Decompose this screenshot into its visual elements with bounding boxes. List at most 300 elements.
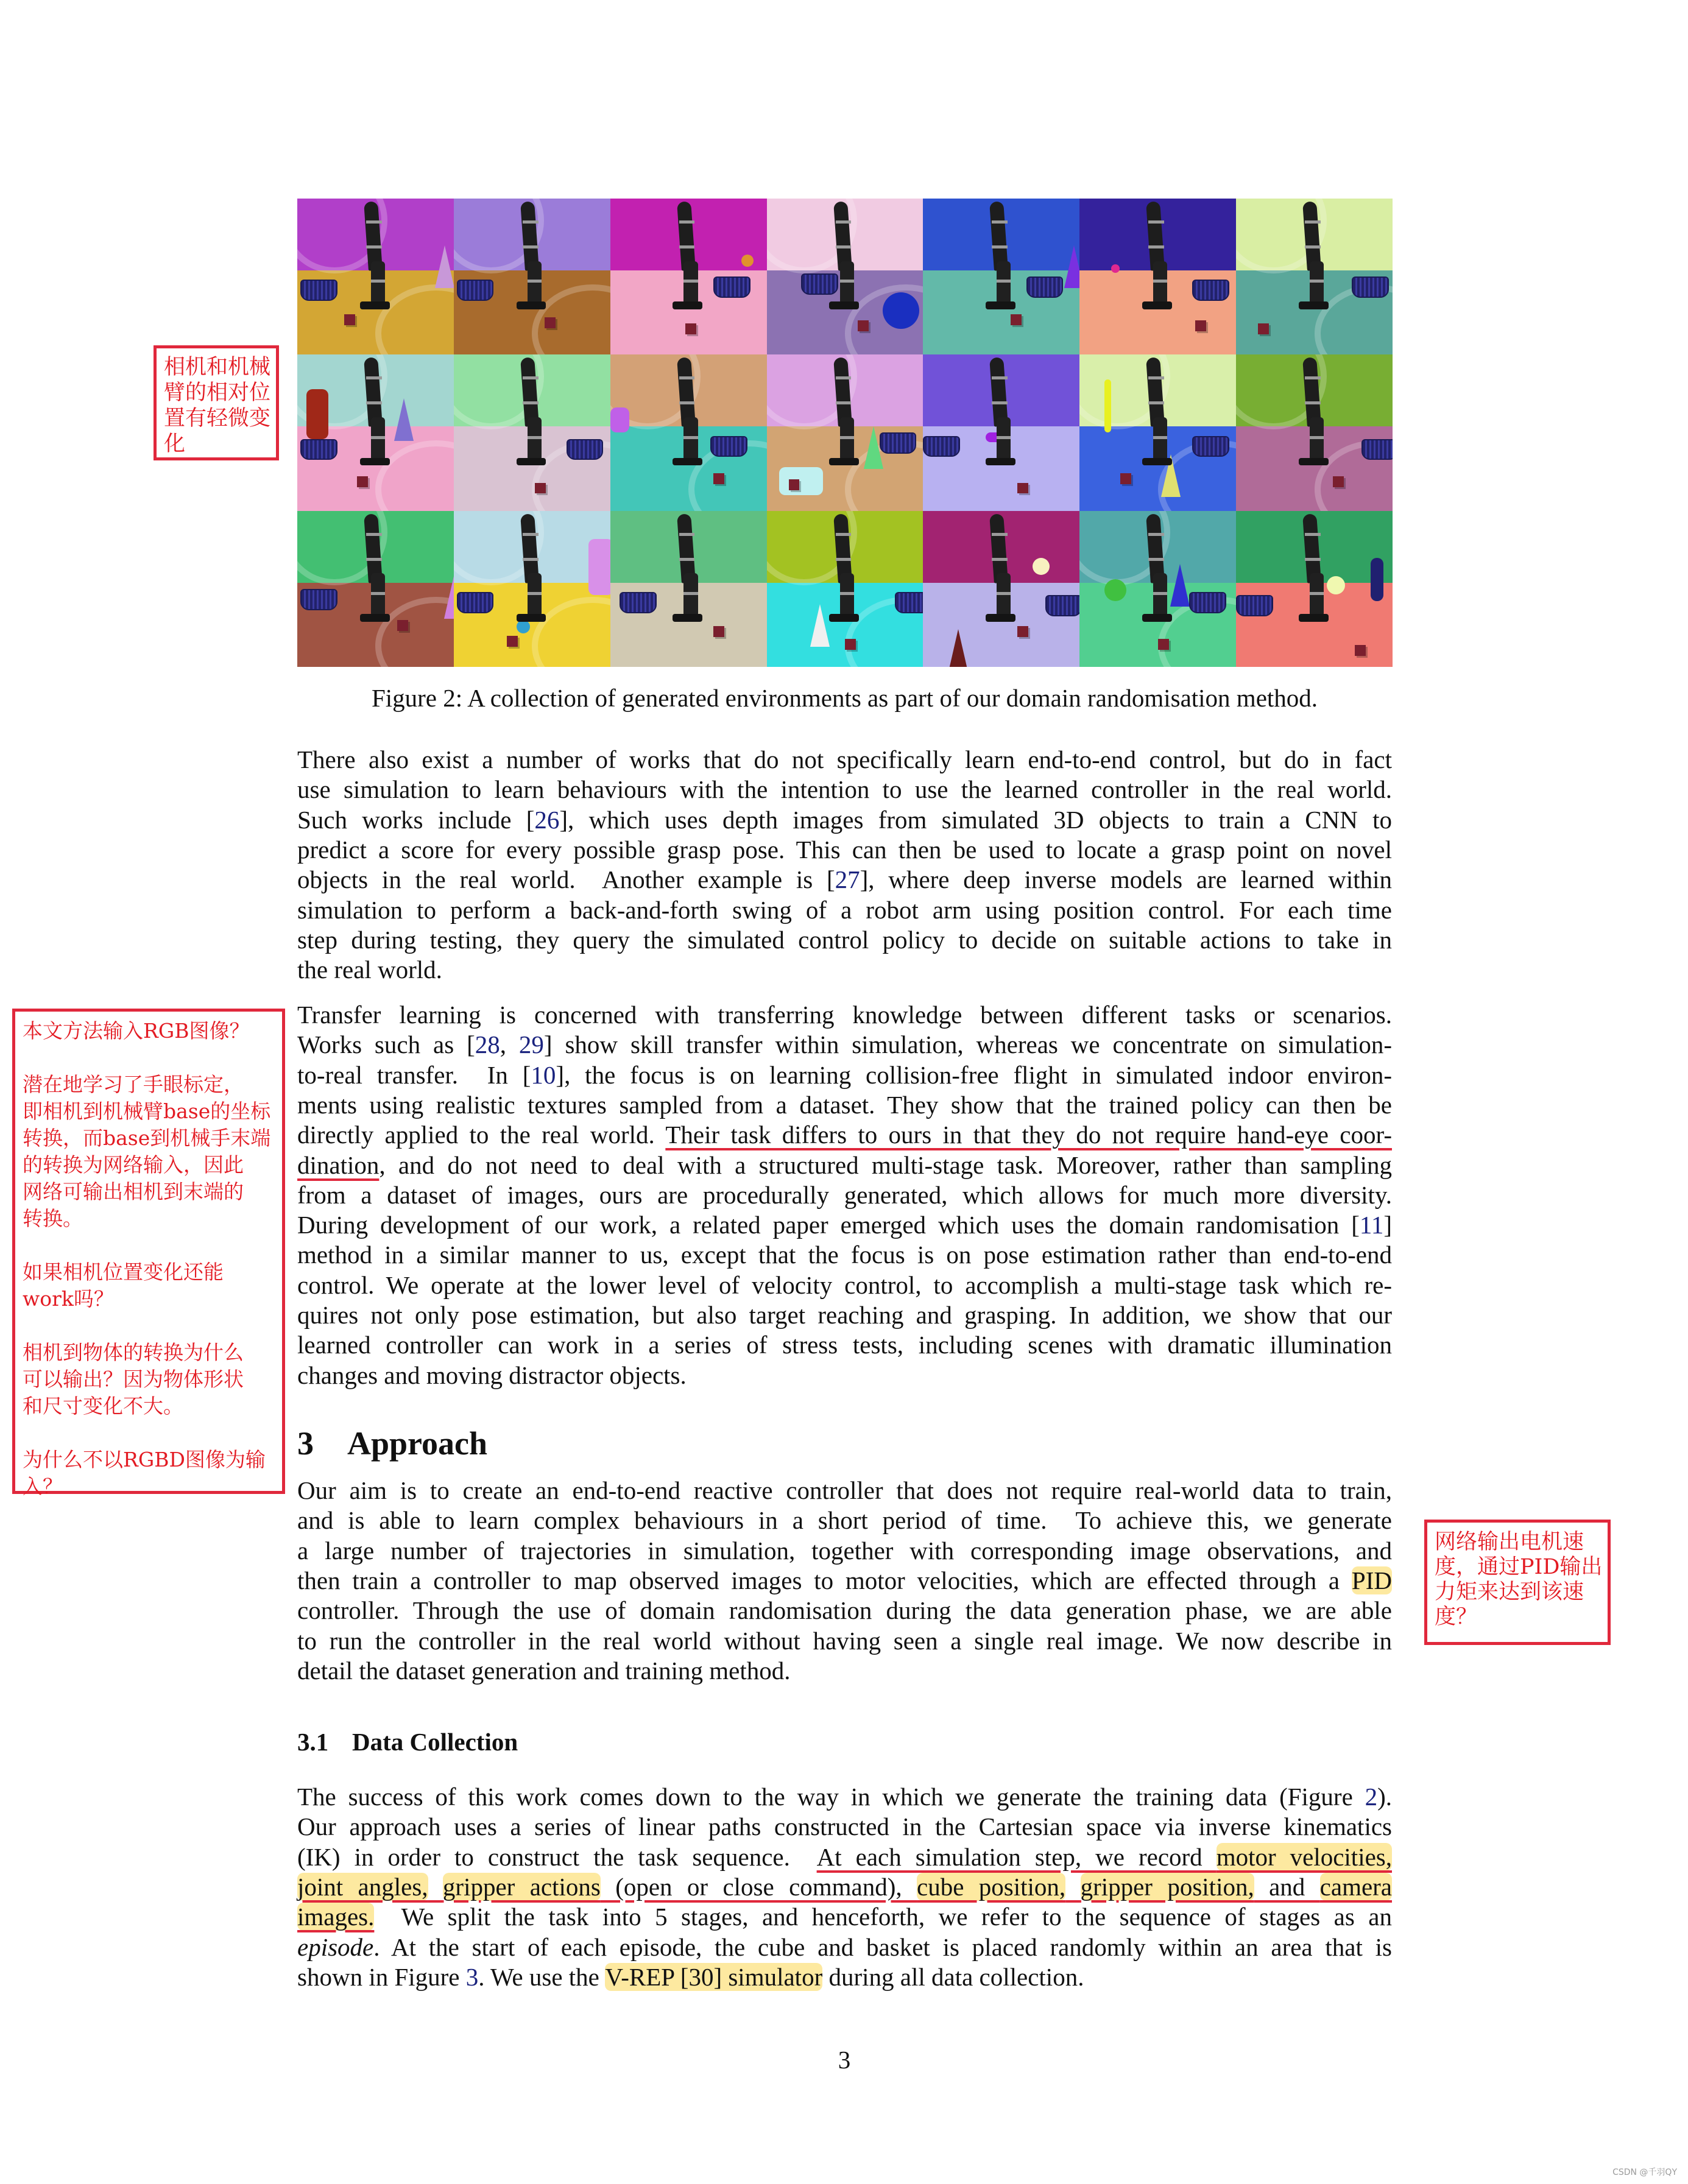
robot-arm-joint — [992, 245, 1008, 248]
basket — [713, 277, 750, 298]
text-line — [297, 925, 1392, 955]
robot-arm-joint — [683, 280, 697, 283]
text-run: to run the controller in the real world without having seen a single real image. We now describe in — [297, 1626, 1392, 1655]
robot-arm-joint — [1148, 533, 1164, 536]
text-run: then train a controller to map observed images to motor velocities, which are effected through a — [297, 1566, 1352, 1594]
target-cube — [1158, 639, 1169, 650]
text-line — [297, 835, 1392, 865]
underlined-text: (open or close command), — [600, 1872, 917, 1901]
text-line — [297, 1180, 1392, 1210]
distractor-cone — [810, 604, 830, 647]
robot-arm-joint — [1148, 245, 1164, 248]
robot-arm-base — [829, 614, 859, 622]
text-line — [297, 745, 1392, 775]
robot-arm-joint — [679, 558, 695, 561]
section-number: 3 — [297, 1425, 314, 1462]
annotation-line — [23, 1044, 282, 1071]
distractor-cone — [948, 629, 968, 667]
annotation-line: 的转换为网络输入，因此 — [23, 1153, 244, 1177]
environment-render-tile — [1236, 354, 1393, 510]
text-run: ). — [1377, 1783, 1392, 1811]
basket — [710, 436, 747, 457]
text-line — [297, 805, 1392, 835]
text-run: ], which uses depth images from simulated 3D objects to train a CNN to — [559, 805, 1392, 834]
basket — [300, 589, 337, 610]
text-run: ments using realistic textures sampled from a dataset. They show that the trained policy can then be — [297, 1090, 1392, 1119]
citation-link[interactable]: 10 — [531, 1060, 556, 1089]
target-cube — [1017, 626, 1028, 637]
text-run: a large number of trajectories in simulation, together with corresponding image observations, and — [297, 1536, 1392, 1565]
robot-arm-lower — [1310, 417, 1324, 461]
text-line — [297, 1812, 1392, 1842]
annotation-line: 如果相机位置变化还能 — [23, 1260, 224, 1284]
annotation-line: 置有轻微变 — [164, 406, 271, 431]
text-line — [297, 1506, 1392, 1535]
annotation-line: work吗？ — [23, 1287, 114, 1311]
distractor-sphere — [883, 292, 919, 329]
environment-render-tile — [1079, 199, 1236, 354]
basket — [1361, 439, 1393, 460]
text-run: . At the start of each episode, the cube and basket is placed randomly within an area that is — [373, 1932, 1392, 1961]
text-run: Works such as [ — [297, 1030, 475, 1059]
basket — [1192, 436, 1229, 457]
robot-arm-base — [1299, 301, 1329, 309]
text-line — [297, 1060, 1392, 1090]
section-heading-approach — [297, 1425, 487, 1462]
environment-render-tile — [923, 199, 1079, 354]
underlined-text: Their task differs to ours in that they do not require hand-eye coor- — [665, 1121, 1392, 1149]
target-cube — [1017, 483, 1028, 494]
environment-render-tile — [297, 511, 454, 667]
robot-arm-joint — [371, 436, 385, 439]
robot-arm-joint — [997, 280, 1011, 283]
text-run: use simulation to learn behaviours with the intention to use the learned controller in the real world. — [297, 775, 1392, 804]
annotation-line — [23, 1420, 282, 1446]
environment-render-tile — [1236, 199, 1393, 354]
environment-render-tile — [454, 354, 610, 510]
robot-arm-base — [829, 458, 859, 466]
text-line — [297, 1330, 1392, 1360]
robot-arm-base — [986, 458, 1015, 466]
robot-arm-joint — [366, 245, 382, 248]
basket — [1045, 595, 1080, 616]
text-run: quires not only pose estimation, but also target reaching and grasping. In addition, we show that our — [297, 1301, 1392, 1329]
basket — [300, 280, 337, 301]
text-line — [297, 1150, 1392, 1180]
underlined-text — [1065, 1873, 1080, 1901]
robot-arm-joint — [840, 436, 854, 439]
annotation-camera-arm-position — [154, 345, 279, 460]
distractor-cone — [444, 576, 453, 619]
text-run: ], where deep inverse models are learned within — [860, 865, 1393, 894]
text-run: during all data collection. — [822, 1962, 1084, 1991]
basket — [300, 439, 337, 460]
annotation-line: 为什么不以RGBD图像为输 — [23, 1448, 266, 1471]
robot-arm-joint — [366, 376, 382, 379]
text-line — [297, 1090, 1392, 1120]
citation-link[interactable]: 28 — [475, 1030, 500, 1059]
target-cube — [545, 317, 556, 328]
robot-arm-joint — [840, 592, 854, 595]
subsection-number: 3.1 — [297, 1728, 329, 1756]
robot-arm-joint — [1310, 436, 1324, 439]
text-run: ] — [1383, 1211, 1392, 1239]
robot-arm-base — [360, 458, 390, 466]
robot-arm-joint — [371, 280, 385, 283]
robot-arm-joint — [523, 401, 539, 404]
robot-arm-lower — [840, 417, 854, 461]
robot-arm-joint — [836, 376, 852, 379]
robot-arm-joint — [679, 533, 695, 536]
section-title: Approach — [347, 1425, 488, 1462]
text-run: and is able to learn complex behaviours in a short period of time. To achieve this, we generate — [297, 1506, 1392, 1535]
target-cube — [1195, 320, 1206, 331]
text-run: directly applied to the real world. — [297, 1121, 666, 1149]
robot-arm-joint — [1148, 220, 1164, 224]
robot-arm-base — [517, 614, 546, 622]
text-run: During development of our work, a related paper emerged which uses the domain randomisation [ — [297, 1211, 1360, 1239]
robot-arm-joint — [1305, 533, 1321, 536]
text-run: to-real transfer. In [ — [297, 1060, 531, 1089]
text-run: objects in the real world. Another example is [ — [297, 865, 835, 894]
annotation-line: 度，通过PID输出 — [1435, 1555, 1603, 1579]
text-line — [297, 1872, 1392, 1902]
underlined-text: At each simulation step, we record — [816, 1842, 1217, 1871]
distractor-cone — [394, 398, 414, 441]
robot-arm-joint — [366, 401, 382, 404]
distractor-cone — [1170, 564, 1190, 607]
citation-link[interactable]: 3 — [465, 1962, 479, 1991]
environment-render-tile — [454, 199, 610, 354]
distractor-sphere — [517, 620, 530, 633]
environment-render-tile — [1236, 511, 1393, 667]
robot-arm-joint — [1310, 280, 1324, 283]
highlighted-text: V-REP [30] simulator — [605, 1962, 823, 1991]
underlined-text — [428, 1873, 443, 1901]
environment-render-tile — [767, 511, 923, 667]
basket — [457, 592, 494, 613]
basket — [923, 436, 960, 457]
text-run: the real world. — [297, 956, 442, 984]
target-cube — [397, 620, 408, 631]
annotation-line — [23, 1312, 282, 1339]
target-cube — [535, 483, 546, 494]
distractor-cylinder — [779, 467, 823, 495]
text-run: method in a similar manner to us, except that the focus is on pose estimation rather than end-to-end — [297, 1241, 1392, 1269]
robot-arm-joint — [371, 592, 385, 595]
annotation-line: 转换，而base到机械手末端 — [23, 1126, 271, 1150]
robot-arm-joint — [679, 401, 695, 404]
environment-render-tile — [1079, 354, 1236, 510]
robot-arm-base — [829, 301, 859, 309]
text-run: detail the dataset generation and training method. — [297, 1656, 791, 1685]
annotation-line: 相机到物体的转换为什么 — [23, 1340, 244, 1364]
annotation-pid-velocity — [1424, 1520, 1611, 1645]
robot-arm-joint — [836, 558, 852, 561]
environment-render-tile — [923, 511, 1079, 667]
distractor-sphere — [1033, 558, 1050, 575]
basket — [1236, 595, 1273, 616]
robot-arm-joint — [836, 401, 852, 404]
distractor-cylinder — [306, 389, 328, 439]
robot-arm-lower — [683, 261, 697, 305]
target-cube — [845, 639, 856, 650]
text-line — [297, 1270, 1392, 1300]
highlighted-text: motor velocities, — [1216, 1842, 1392, 1871]
text-line — [297, 1626, 1392, 1656]
distractor-cone — [435, 245, 454, 288]
distractor-cylinder — [588, 539, 610, 595]
highlighted-text: cube position, — [917, 1872, 1066, 1901]
text-run: ] show skill transfer within simulation, whereas we concentrate on simulation- — [543, 1030, 1393, 1059]
annotation-line: 相机和机械 — [164, 355, 271, 379]
page-number: 3 — [838, 2046, 851, 2074]
robot-arm-joint — [997, 436, 1011, 439]
environment-render-tile — [610, 354, 767, 510]
text-line — [297, 1566, 1392, 1596]
text-line — [297, 1536, 1392, 1566]
robot-arm-joint — [366, 558, 382, 561]
text-line — [297, 1842, 1392, 1872]
robot-arm-base — [517, 301, 546, 309]
environment-render-tile — [923, 354, 1079, 510]
highlighted-text: images. — [297, 1903, 375, 1931]
text-run: Transfer learning is concerned with transferring knowledge between different tasks or scenarios. — [297, 1001, 1392, 1029]
annotation-line: 转换。 — [23, 1206, 83, 1230]
text-line — [297, 865, 1392, 895]
annotation-line: 度？ — [1435, 1605, 1478, 1629]
robot-arm-base — [1142, 614, 1172, 622]
text-line — [297, 1656, 1392, 1686]
annotation-line: 可以输出？因为物体形状 — [23, 1367, 244, 1391]
robot-arm-joint — [523, 533, 539, 536]
citation-link[interactable]: 27 — [835, 865, 860, 894]
text-line — [297, 1240, 1392, 1270]
robot-arm-base — [673, 458, 702, 466]
robot-arm-joint — [992, 376, 1008, 379]
annotation-rgb-input-questions — [12, 1009, 285, 1498]
robot-arm-lower — [371, 261, 385, 305]
robot-arm-joint — [840, 280, 854, 283]
basket — [895, 592, 923, 613]
text-run: (IK) in order to construct the task sequence. — [297, 1842, 817, 1871]
robot-arm-joint — [1305, 376, 1321, 379]
robot-arm-joint — [1305, 245, 1321, 248]
robot-arm-joint — [1153, 592, 1167, 595]
robot-arm-lower — [528, 417, 542, 461]
text-run: Such works include [ — [297, 805, 535, 834]
text-run: . We use the — [478, 1962, 606, 1991]
robot-arm-base — [1299, 614, 1329, 622]
text-line — [297, 955, 1392, 985]
text-run: control. We operate at the lower level of velocity control, to accomplish a multi-stage task which re- — [297, 1270, 1392, 1299]
text-run: We split the task into 5 stages, and henceforth, we refer to the sequence of stages as an — [374, 1903, 1392, 1931]
basket — [1189, 592, 1226, 613]
robot-arm-joint — [1310, 592, 1324, 595]
annotation-line: 网络可输出相机到末端的 — [23, 1180, 244, 1203]
basket — [880, 432, 917, 454]
robot-arm-joint — [1153, 436, 1167, 439]
target-cube — [507, 636, 518, 647]
target-cube — [1120, 473, 1131, 484]
robot-arm-base — [1142, 301, 1172, 309]
robot-arm-joint — [992, 558, 1008, 561]
highlighted-text: gripper position, — [1080, 1872, 1254, 1901]
robot-arm-joint — [679, 245, 695, 248]
text-run: There also exist a number of works that do not specifically learn end-to-end control, but do in fact — [297, 745, 1392, 773]
text-line — [297, 1782, 1392, 1812]
robot-arm-base — [360, 614, 390, 622]
robot-arm-lower — [683, 417, 697, 461]
robot-arm-joint — [992, 533, 1008, 536]
subsection-title: Data Collection — [352, 1728, 518, 1756]
text-run: , and do not need to deal with a structured multi-stage task. Moreover, rather than sampling — [379, 1150, 1392, 1179]
text-line — [297, 1210, 1392, 1240]
robot-arm-joint — [1305, 220, 1321, 224]
target-cube — [713, 626, 724, 637]
robot-arm-joint — [523, 220, 539, 224]
basket — [620, 592, 657, 613]
robot-arm-base — [360, 301, 390, 309]
robot-arm-joint — [1148, 558, 1164, 561]
robot-arm-lower — [997, 261, 1011, 305]
subsection-heading-data-collection — [297, 1727, 518, 1757]
text-line — [297, 775, 1392, 805]
citation-link[interactable]: 26 — [534, 805, 560, 834]
robot-arm-joint — [1153, 280, 1167, 283]
target-cube — [1333, 476, 1344, 487]
robot-arm-joint — [1148, 401, 1164, 404]
robot-arm-joint — [679, 220, 695, 224]
annotation-line: 和尺寸变化不大。 — [23, 1394, 183, 1418]
robot-arm-joint — [1148, 376, 1164, 379]
text-line — [297, 1030, 1392, 1060]
text-line — [297, 1120, 1392, 1150]
target-cube — [789, 479, 800, 490]
target-cube — [685, 323, 696, 334]
text-run: Our approach uses a series of linear paths constructed in the Cartesian space via inverse kinematics — [297, 1812, 1392, 1841]
watermark: CSDN @千羽QY — [1612, 2168, 1677, 2177]
annotation-line: 网络输出电机速 — [1435, 1530, 1584, 1554]
distractor-cylinder — [1104, 379, 1111, 432]
text-line — [297, 895, 1392, 925]
highlighted-text: gripper actions — [442, 1872, 601, 1901]
robot-arm-lower — [528, 261, 542, 305]
text-run: Our aim is to create an end-to-end reactive controller that does not require real-world data to train, — [297, 1476, 1392, 1504]
text-run: The success of this work comes down to the way in which we generate the training data (Figure — [297, 1783, 1365, 1811]
text-line — [297, 1361, 1392, 1390]
text-run: step during testing, they query the simulated control policy to decide on suitable actions to take in — [297, 925, 1392, 954]
citation-link[interactable]: 11 — [1359, 1211, 1384, 1239]
robot-arm-joint — [836, 220, 852, 224]
distractor-cylinder — [610, 407, 629, 432]
text-line — [297, 1962, 1392, 1992]
text-line — [297, 1902, 1392, 1932]
robot-arm-joint — [992, 401, 1008, 404]
annotation-line: 化 — [164, 432, 186, 456]
robot-arm-joint — [366, 220, 382, 224]
distractor-cylinder — [1371, 558, 1383, 602]
environment-render-tile — [454, 511, 610, 667]
annotation-line: 本文方法输入RGB图像？ — [23, 1019, 250, 1043]
robot-arm-lower — [1153, 261, 1167, 305]
text-run: from a dataset of images, ours are procedurally generated, which allows for much more diversity. — [297, 1180, 1392, 1209]
text-run: shown in Figure — [297, 1962, 466, 1991]
underlined-text: and — [1254, 1872, 1320, 1901]
robot-arm-joint — [523, 245, 539, 248]
target-cube — [713, 473, 724, 484]
environment-render-tile — [297, 199, 454, 354]
basket — [1192, 280, 1229, 301]
robot-arm-lower — [371, 417, 385, 461]
text-run: simulation to perform a back-and-forth swing of a robot arm using position control. For each time — [297, 895, 1392, 924]
annotation-line: 潜在地学习了手眼标定， — [23, 1073, 244, 1096]
distractor-cone — [1064, 245, 1080, 288]
basket — [1026, 277, 1064, 298]
citation-link[interactable]: 2 — [1365, 1783, 1378, 1811]
text-run: learned controller can work in a series of stress tests, including scenes with dramatic illumination — [297, 1331, 1392, 1359]
robot-arm-joint — [366, 533, 382, 536]
highlighted-text: joint angles, — [297, 1872, 428, 1901]
robot-arm-joint — [1305, 401, 1321, 404]
text-run: changes and moving distractor objects. — [297, 1361, 687, 1389]
annotation-line: 力矩来达到该速 — [1435, 1580, 1584, 1604]
annotation-line — [23, 1232, 282, 1259]
underlined-text: dination — [297, 1150, 380, 1179]
environment-render-tile — [610, 511, 767, 667]
robot-arm-base — [1299, 458, 1329, 466]
robot-arm-base — [673, 614, 702, 622]
robot-arm-joint — [1305, 558, 1321, 561]
environment-render-tile — [767, 354, 923, 510]
text-run: controller. Through the use of domain randomisation during the data generation phase, we are able — [297, 1596, 1392, 1625]
robot-arm-lower — [1310, 261, 1324, 305]
robot-arm-lower — [840, 261, 854, 305]
robot-arm-joint — [683, 592, 697, 595]
basket — [457, 280, 494, 301]
text-run: ], the focus is on learning collision-free flight in simulated indoor environ- — [556, 1060, 1392, 1089]
robot-arm-joint — [997, 592, 1011, 595]
environment-render-tile — [610, 199, 767, 354]
target-cube — [1258, 323, 1269, 334]
citation-link[interactable]: 29 — [518, 1030, 544, 1059]
robot-arm-joint — [528, 436, 542, 439]
figure-image-grid — [297, 199, 1393, 667]
annotation-line: 入？ — [23, 1474, 63, 1498]
basket — [567, 439, 604, 460]
highlighted-text: camera — [1319, 1872, 1393, 1901]
annotation-line: 臂的相对位 — [164, 381, 271, 405]
robot-arm-joint — [683, 436, 697, 439]
environment-render-tile — [297, 354, 454, 510]
text-run: predict a score for every possible grasp pose. This can then be used to locate a grasp point on novel — [297, 835, 1392, 864]
target-cube — [858, 320, 869, 331]
text-line — [297, 1932, 1392, 1962]
text-line — [297, 1000, 1392, 1030]
robot-arm-joint — [836, 245, 852, 248]
robot-arm-joint — [523, 376, 539, 379]
distractor-sphere — [1111, 264, 1120, 273]
robot-arm-base — [673, 301, 702, 309]
figure-caption: Figure 2: A collection of generated environments as part of our domain randomisation method. — [371, 684, 1318, 712]
robot-arm-joint — [528, 280, 542, 283]
robot-arm-joint — [679, 376, 695, 379]
text-line — [297, 1596, 1392, 1626]
annotation-line: 即相机到机械臂base的坐标 — [23, 1099, 271, 1123]
target-cube — [357, 476, 368, 487]
robot-arm-lower — [997, 417, 1011, 461]
environment-render-tile — [767, 199, 923, 354]
